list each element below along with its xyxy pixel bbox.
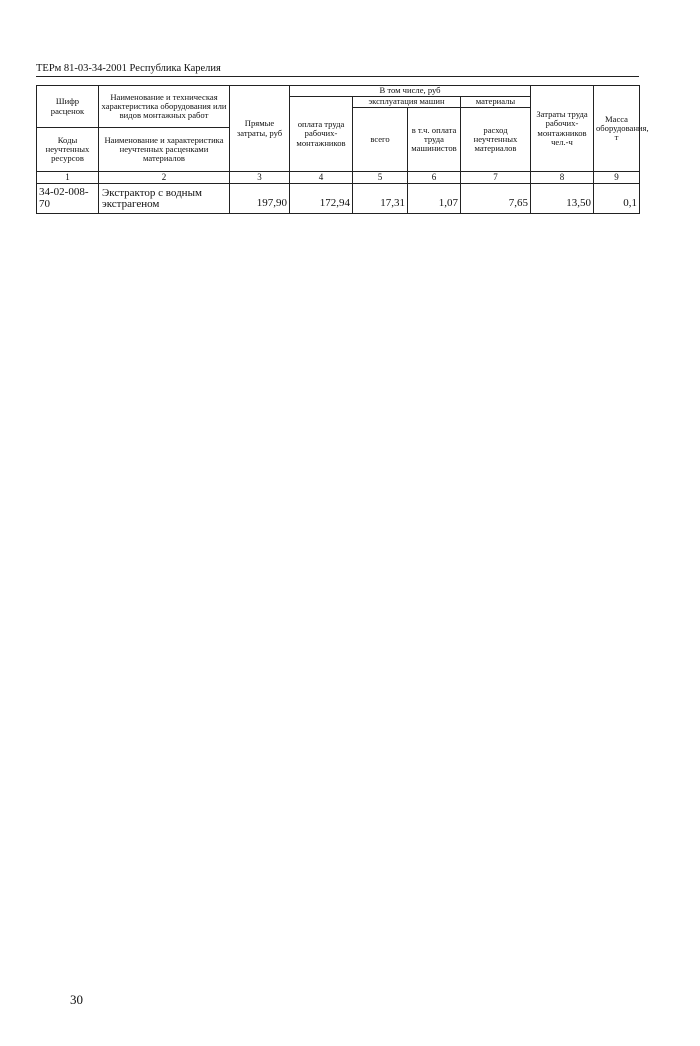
header-including: В том числе, руб xyxy=(290,86,531,97)
column-number-row xyxy=(37,172,640,184)
row-mass: 0,1 xyxy=(594,184,640,214)
column-number: 4 xyxy=(290,172,353,184)
header-machine-operation: эксплуатация машин xyxy=(353,97,461,108)
rates-table xyxy=(36,85,649,214)
header-equipment-mass: Масса оборудования, т xyxy=(594,86,640,172)
row-code: 34-02-008-70 xyxy=(37,184,99,214)
header-machinist-pay: в т.ч. оплата труда машинистов xyxy=(408,108,461,172)
page-number: 30 xyxy=(70,992,83,1007)
header-unaccounted-materials: расход неучтенных материалов xyxy=(461,108,531,172)
header-labor-costs: Затраты труда рабочих-монтажников чел.-ч xyxy=(531,86,594,172)
header-name: Наименование и техническая характеристика оборудования или видов монтажных работ xyxy=(99,86,230,128)
header-resource-codes: Коды неучтенных ресурсов xyxy=(37,128,99,172)
row-machine-total: 17,31 xyxy=(353,184,408,214)
header-direct-costs: Прямые затраты, руб xyxy=(230,86,290,172)
row-direct-costs: 197,90 xyxy=(230,184,290,214)
header-unaccounted-name: Наименование и характеристика неучтенных расценками материалов xyxy=(99,128,230,172)
column-number: 9 xyxy=(594,172,640,184)
row-name: Экстрактор с водным экстрагеном xyxy=(99,184,230,214)
column-number: 8 xyxy=(531,172,594,184)
table-row xyxy=(37,184,640,214)
header-code: Шифр расценок xyxy=(37,86,99,128)
column-number: 5 xyxy=(353,172,408,184)
header-total: всего xyxy=(353,108,408,172)
header-labor-pay: оплата труда рабочих-монтажников xyxy=(290,97,353,172)
column-number: 7 xyxy=(461,172,531,184)
header-rule xyxy=(36,76,639,77)
row-materials: 7,65 xyxy=(461,184,531,214)
column-number: 3 xyxy=(230,172,290,184)
row-machinist-pay: 1,07 xyxy=(408,184,461,214)
column-number: 2 xyxy=(99,172,230,184)
column-number: 1 xyxy=(37,172,99,184)
running-header: ТЕРм 81-03-34-2001 Республика Карелия xyxy=(36,63,221,74)
header-materials: материалы xyxy=(461,97,531,108)
row-labor-hours: 13,50 xyxy=(531,184,594,214)
row-labor-pay: 172,94 xyxy=(290,184,353,214)
column-number: 6 xyxy=(408,172,461,184)
